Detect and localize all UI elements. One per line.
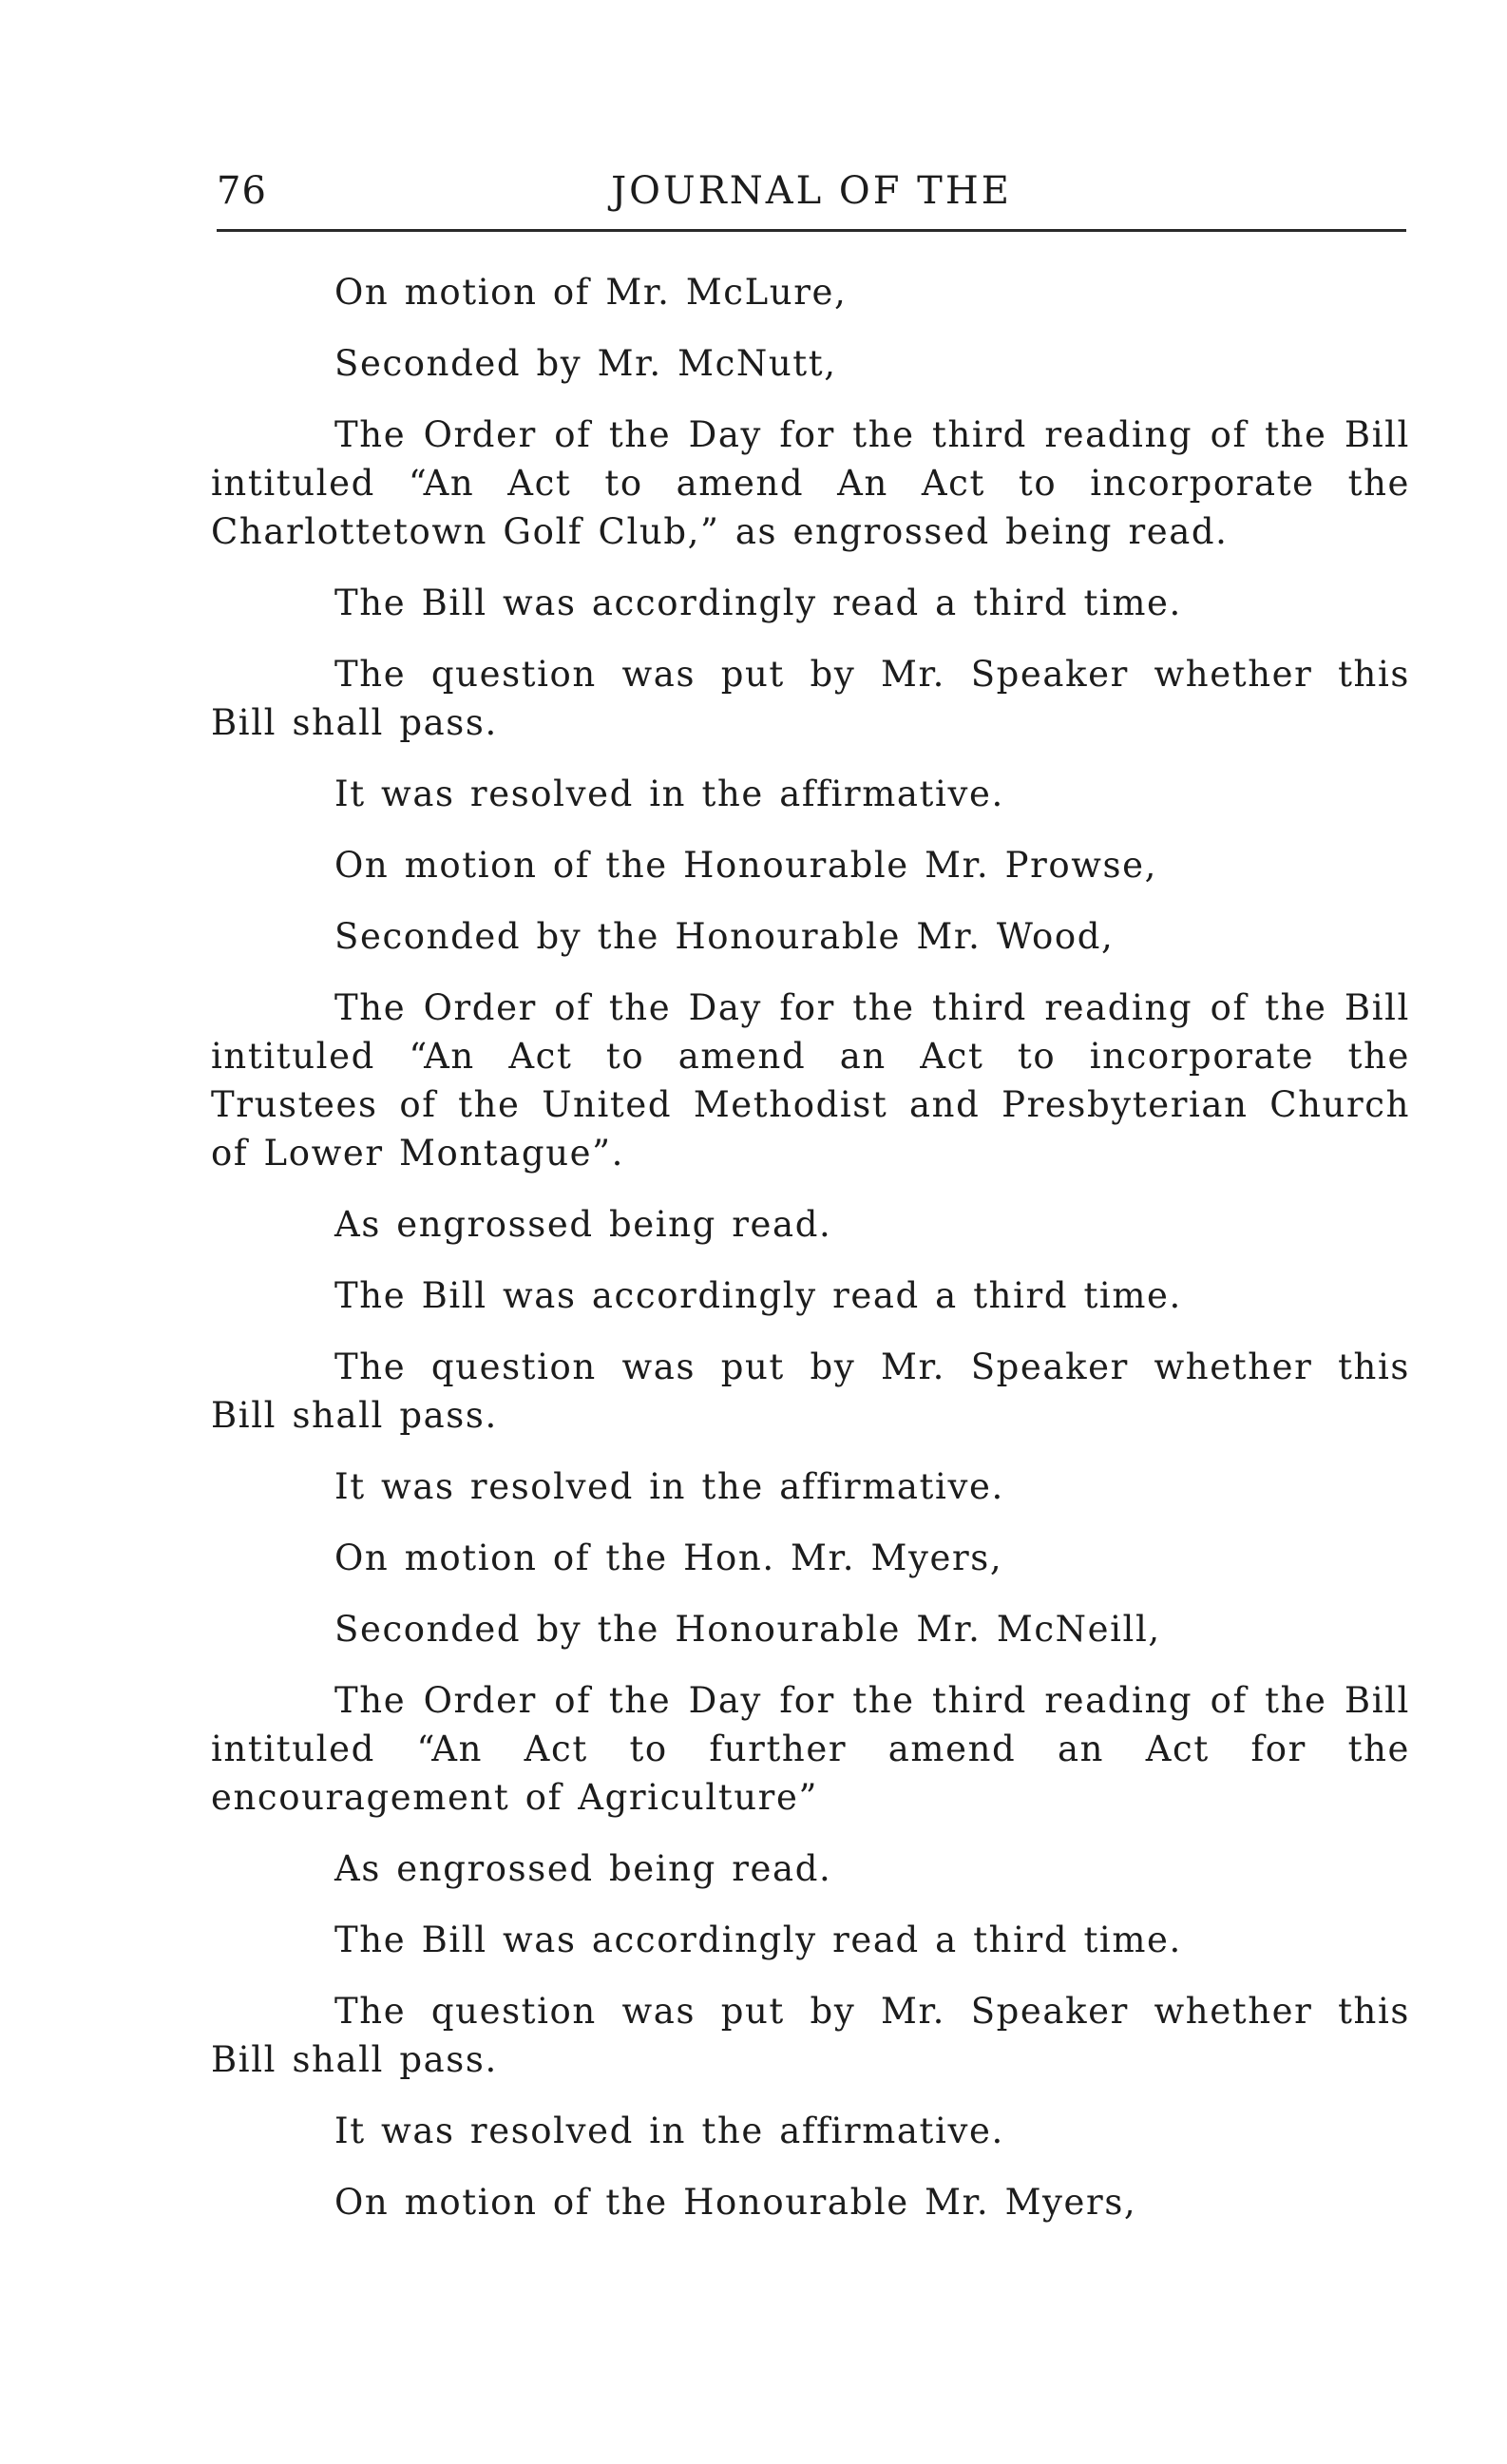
paragraph-motion: On motion of Mr. McLure, — [334, 272, 848, 313]
paragraph-motion: On motion of the Honourable Mr. Myers, — [334, 2182, 1137, 2223]
header-rule — [217, 229, 1406, 232]
paragraph-question: The question was put by Mr. Speaker whether this Bill shall pass. — [211, 1991, 1410, 2080]
paragraph-question: The question was put by Mr. Speaker whether this Bill shall pass. — [211, 654, 1410, 743]
running-title: JOURNAL OF THE — [611, 169, 1012, 213]
paragraph-motion: On motion of the Honourable Mr. Prowse, — [334, 845, 1157, 886]
paragraph-resolved: It was resolved in the affirmative. — [334, 774, 1004, 814]
paragraph-engrossed: As engrossed being read. — [334, 1848, 832, 1889]
paragraph-motion: On motion of the Hon. Mr. Myers, — [334, 1538, 1003, 1578]
paragraph-resolved: It was resolved in the affirmative. — [334, 1466, 1004, 1507]
paragraph-resolved: It was resolved in the affirmative. — [334, 2111, 1004, 2151]
running-head — [217, 162, 1406, 228]
paragraph-seconded: Seconded by the Honourable Mr. McNeill, — [334, 1609, 1161, 1650]
paragraph-seconded: Seconded by the Honourable Mr. Wood, — [334, 916, 1115, 957]
paragraph-third-reading: The Bill was accordingly read a third time. — [334, 1920, 1182, 1960]
paragraph-order-of-day: The Order of the Day for the third reading of the Bill intituled “An Act to further amend an Act for the encouragement of Agriculture” — [211, 1680, 1410, 1818]
paragraph-order-of-day: The Order of the Day for the third reading of the Bill intituled “An Act to amend An Act to incorporate the Charlottetown Golf Club,” as engrossed being read. — [211, 414, 1410, 552]
paragraph-engrossed: As engrossed being read. — [334, 1204, 832, 1245]
paragraph-third-reading: The Bill was accordingly read a third time. — [334, 1275, 1182, 1316]
page-number: 76 — [217, 169, 267, 213]
paragraph-third-reading: The Bill was accordingly read a third time. — [334, 583, 1182, 623]
journal-body — [211, 268, 1410, 2249]
paragraph-order-of-day: The Order of the Day for the third reading of the Bill intituled “An Act to amend an Act to incorporate the Trustees of the United Methodist and Presbyterian Church of Lower Montague”. — [211, 987, 1410, 1174]
paragraph-seconded: Seconded by Mr. McNutt, — [334, 343, 837, 384]
paragraph-question: The question was put by Mr. Speaker whether this Bill shall pass. — [211, 1347, 1410, 1436]
